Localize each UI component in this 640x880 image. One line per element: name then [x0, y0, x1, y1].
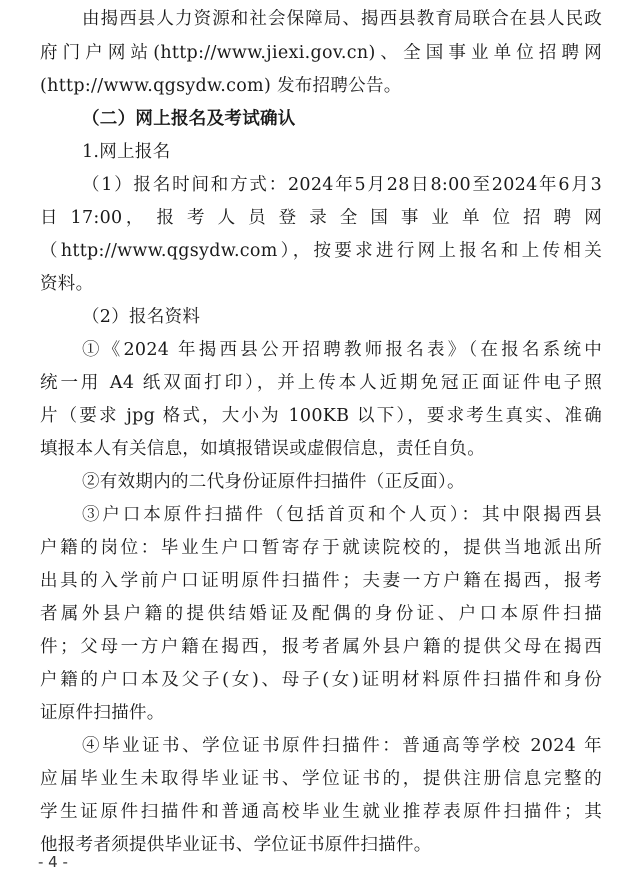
- paragraph-line: 日 17:00， 报 考 人 员 登 录 全 国 事 业 单 位 招 聘 网: [40, 208, 602, 228]
- paragraph-line: （1）报名时间和方式：2024年5月28日8:00至2024年6月3: [82, 175, 602, 195]
- paragraph-line: 府门户网站(http://www.jiexi.gov.cn)、全国事业单位招聘网: [40, 43, 602, 63]
- paragraph-line: 出具的入学前户口证明原件扫描件；夫妻一方户籍在揭西，报考: [40, 571, 602, 591]
- paragraph-line: 填报本人有关信息，如填报错误或虚假信息，责任自负。: [40, 439, 485, 459]
- paragraph-line: 统一用 A4 纸双面打印），并上传本人近期免冠正面证件电子照: [40, 373, 602, 393]
- paragraph-line: 由揭西县人力资源和社会保障局、揭西县教育局联合在县人民政: [82, 9, 602, 29]
- paragraph-line: 片（要求 jpg 格式，大小为 100KB 以下），要求考生真实、准确: [40, 406, 602, 426]
- paragraph-line: 者属外县户籍的提供结婚证及配偶的身份证、户口本原件扫描: [40, 604, 602, 624]
- page-number: - 4 -: [38, 853, 68, 871]
- paragraph-line: ③户口本原件扫描件（包括首页和个人页）：其中限揭西县: [82, 505, 602, 525]
- paragraph-line: 户籍的岗位：毕业生户口暂寄存于就读院校的，提供当地派出所: [40, 538, 602, 558]
- paragraph-line: 证原件扫描件。: [40, 703, 165, 723]
- subsection-heading: （2）报名资料: [82, 307, 201, 327]
- paragraph-line: ④毕业证书、学位证书原件扫描件：普通高等学校 2024 年: [82, 736, 602, 756]
- paragraph-line: ①《2024 年揭西县公开招聘教师报名表》（在报名系统中: [82, 340, 602, 360]
- paragraph-line: 户籍的户口本及父子(女)、母子(女)证明材料原件扫描件和身份: [40, 670, 602, 690]
- paragraph-line: 应届毕业生未取得毕业证书、学位证书的，提供注册信息完整的: [40, 769, 602, 789]
- section-heading: （二）网上报名及考试确认: [82, 109, 296, 129]
- paragraph-line: ②有效期内的二代身份证原件扫描件（正反面）。: [82, 472, 465, 492]
- paragraph-line: （http://www.qgsydw.com），按要求进行网上报名和上传相关: [40, 241, 602, 261]
- paragraph-line: 他报考者须提供毕业证书、学位证书原件扫描件。: [40, 835, 432, 855]
- paragraph-line: 学生证原件扫描件和普通高校毕业生就业推荐表原件扫描件；其: [40, 802, 602, 822]
- paragraph-line: (http://www.qgsydw.com) 发布招聘公告。: [40, 76, 402, 96]
- paragraph-line: 资料。: [40, 274, 94, 294]
- subsection-heading: 1.网上报名: [82, 142, 171, 162]
- paragraph-line: 件；父母一方户籍在揭西，报考者属外县户籍的提供父母在揭西: [40, 637, 602, 657]
